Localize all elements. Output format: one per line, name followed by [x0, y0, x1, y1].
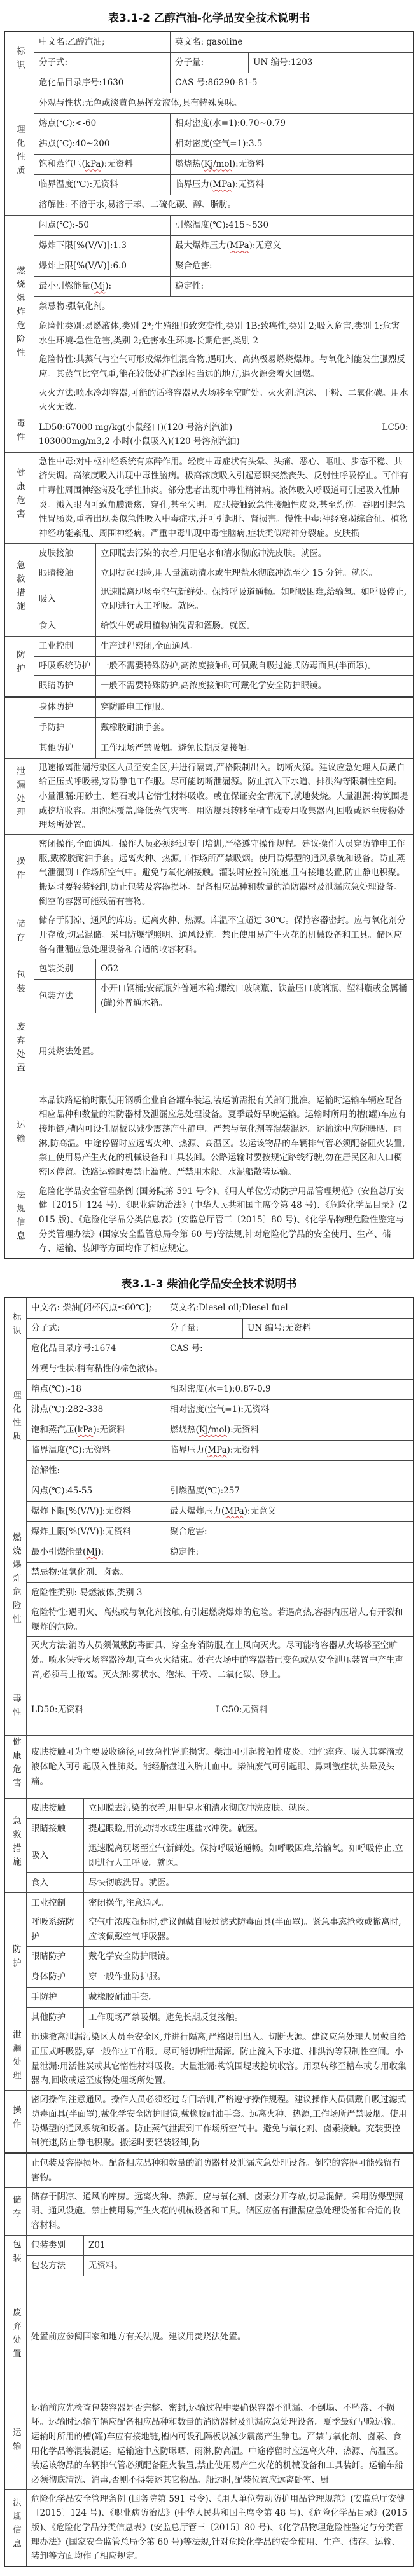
field-melting-point: 熔点(℃):<-60 — [34, 114, 170, 134]
table-row — [4, 1380, 413, 1400]
field-stability: 稳定性: — [165, 1542, 414, 1563]
table-row — [4, 616, 413, 636]
section-label-physical-properties: 理化性质 — [4, 1359, 26, 1481]
subfield-inhalation: 吸入 — [26, 1839, 83, 1873]
field-health-hazard: 皮肤接触可为主要吸收途径,可致急性肾脏损害。柴油可引起接触性皮炎、油性痤疮。吸入其雾滴或液体呛入可引起吸入性肺炎。能经胎盘进入胎儿血中。柴油废气可引起眼、鼻刺激症状,头晕及头痛。 — [26, 1736, 413, 1799]
table-row-page-break — [4, 696, 413, 717]
field-operation: 密闭操作,全面通风。操作人员必须经过专门培训,严格遵守操作规程。建议操作人员穿防静电工作服,戴橡胶耐油手套。远离火种、热源,工作场所严禁吸烟。使用防爆型的通风系统和设备。防止蒸气泄漏到工作场所空气中。避免与氧化剂接触。灌装时应控制流速,且有接地装置,防止静电积聚。搬运时要轻装轻卸,防止包装及容器损坏。配备相应品种和数量的消防器材及泄漏应急处理设备。倒空的容器可能残留有害物。 — [34, 834, 413, 911]
field-explosion-upper-limit: 爆炸上限[%(V/V)]:无资料 — [26, 1522, 165, 1542]
subfield-packaging-method: 包装方法 — [26, 2255, 83, 2276]
table-row — [4, 216, 413, 236]
section-label-identification: 标识 — [4, 1298, 26, 1359]
table-row — [4, 1987, 413, 2007]
table-row — [4, 1799, 413, 1819]
lc50-label: LC50: — [382, 422, 408, 433]
section-label-identification: 标识 — [4, 32, 34, 93]
subfield-packaging-category: 包装类别 — [34, 959, 95, 980]
field-chinese-name: 中文名:乙醇汽油; — [34, 32, 170, 53]
table-row — [4, 384, 413, 417]
table-row — [4, 980, 413, 1013]
field-skin-contact-measure: 立即脱去污染的衣着,用肥皂水和清水彻底冲洗皮肤。就医。 — [83, 1799, 413, 1819]
field-body-protection: 穿防静电工作服。 — [95, 696, 413, 717]
table-row — [4, 297, 413, 317]
subfield-ingestion: 食入 — [26, 1873, 83, 1893]
table-row — [4, 1091, 413, 1182]
subfield-eye-contact: 眼睛接触 — [26, 1819, 83, 1839]
table-row — [4, 1339, 413, 1359]
table-row — [4, 1441, 413, 1461]
section-label-protection-continued — [4, 696, 34, 758]
section-label-packaging: 包装 — [4, 2235, 26, 2276]
table-row — [4, 1603, 413, 1637]
table-row — [4, 1400, 413, 1420]
field-min-ignition-energy: 最小引燃能量(Mj): — [34, 277, 170, 297]
table-row — [4, 1967, 413, 1987]
table-row — [4, 1893, 413, 1913]
field-english-name: 英文名:Diesel oil;Diesel fuel — [165, 1298, 414, 1319]
table-row — [4, 1013, 413, 1091]
field-relative-density-water: 相对密度(水=1):0.70~0.79 — [171, 114, 414, 134]
field-fire-fighting-method: 灭火方法:消防人员须佩戴防毒面具、穿全身消防服,在上风向灭火。尽可能将容器从火场移至空旷处。喷水保持火场容器冷却,直至灭火结束。处在火场中的容器若已变色或从安全泄压装置中产生声音,必须马上撤离。灭火剂:雾状水、泡沫、干粉、二氧化碳、砂土。 — [26, 1637, 413, 1684]
field-skin-contact-measure: 立即脱去污染的衣着,用肥皂水和清水彻底冲洗皮肤。就医。 — [95, 543, 413, 564]
field-industrial-control: 密闭操作,注意通风。 — [83, 1893, 413, 1913]
table-row — [4, 1298, 413, 1319]
table-row — [4, 1873, 413, 1893]
section-label-storage: 储存 — [4, 911, 34, 959]
field-vapor-pressure: 饱和蒸汽压(kPa):无资料 — [26, 1420, 165, 1441]
table-row — [4, 1461, 413, 1481]
subfield-packaging-category: 包装类别 — [26, 2235, 83, 2255]
section-label-regulatory-info: 法规信息 — [4, 2489, 26, 2566]
section-label-leak-handling: 泄漏处理 — [4, 758, 34, 834]
field-other-protection: 工作现场严禁吸烟。避免长期反复接触。 — [95, 738, 413, 758]
ld50-value: LD50:67000 mg/kg(小鼠经口)(120 号溶剂汽油) — [38, 422, 233, 433]
field-english-name: 英文名: gasoline — [171, 32, 414, 53]
section-label-operation: 操作 — [4, 2091, 26, 2154]
field-regulatory-info: 危险化学品安全管理条例 (国务院第 591 号令)、《用人单位劳动防护用品管理规范》(安监总厅安健〔2015〕124 号)、《职业病防治法》(中华人民共和国主席令第 48 号)、《危险化学品目录》(2015 版)、《危险化学品分类信息表》(安监总厅管三〔2015〕80 号)、《化学品物理危险性鉴定与分类管理办法》(国家安全监管总局令第 60 号)等法规,针对危险化学品的安全使用、生产、储存、运输、装卸等方面均作了相应规定。 — [34, 1182, 413, 1259]
table-row — [4, 758, 413, 834]
table-row-page-break — [4, 2154, 413, 2187]
table-row — [4, 1481, 413, 1502]
field-respiratory-protection: 一般不需要特殊防护,高浓度接触时可佩戴自吸过滤式防毒面具(半面罩)。 — [95, 656, 413, 675]
field-solubility: 溶解性: — [26, 1461, 413, 1481]
section-label-regulatory-info: 法规信息 — [4, 1182, 34, 1259]
lc50-value: 103000mg/m3,2 小时(小鼠吸入)(120 号溶剂汽油) — [38, 436, 240, 447]
field-catalog-number: 危化品目录序号:1630 — [34, 73, 170, 93]
unit-token: Kj/mol — [199, 1425, 227, 1436]
section-label-health-hazard: 健康危害 — [4, 452, 34, 543]
section-label-waste-disposal: 废弃处置 — [4, 1013, 34, 1091]
section-label-packaging: 包装 — [4, 959, 34, 1013]
table-row — [4, 1319, 413, 1339]
subfield-respiratory-protection: 呼吸系统防护 — [34, 656, 95, 675]
field-molecular-weight: 分子量: — [171, 53, 249, 73]
subfield-eye-protection: 眼睛防护 — [26, 1946, 83, 1967]
unit-token: Mj — [86, 1547, 98, 1558]
field-hazard-characteristics: 危险特性:遇明火、高热或与氧化剂接触,有引起燃烧爆炸的危险。若遇高热,容器内压增大,有开裂和爆炸的危险。 — [26, 1603, 413, 1637]
section-label-health-hazard: 健康危害 — [4, 1736, 26, 1799]
field-operation-part-2: 止包装及容器损坏。配备相应品种和数量的消防器材及泄漏应急处理设备。倒空的容器可能残留有害物。 — [26, 2154, 413, 2187]
field-explosion-lower-limit: 爆炸下限[%(V/V)]:无资料 — [26, 1502, 165, 1522]
field-other-protection: 工作现场严禁吸烟。避免长期反复接触。 — [83, 2007, 413, 2028]
field-transport: 运输前应先检查包装容器是否完整、密封,运输过程中要确保容器不泄漏、不倒塌、不坠落、不损坏。运输时运输车辆应配备相应品种和数量的消防器材及泄漏应急处理设备。夏季最好早晚运输。运输时所用的槽(罐)车应有接地链,槽内可设孔隔板以减少震荡产生静电。严禁与氧化剂、卤素、食用化学品等混装混运。运输途中应防曝晒、雨淋,防高温。中途停留时应远离火种、热源、高温区。装运该物品的车辆排气管必须配备阻火装置,禁止使用易产生火花的机械设备和工具装卸。运输车船必须彻底清洗、消毒,否则不得装运其它物品。船运时,配装位置应远离卧室、厨 — [26, 2399, 413, 2489]
section-label-toxicity: 毒性 — [4, 417, 34, 453]
field-appearance: 外观与性状:稍有粘性的棕色液体。 — [26, 1359, 413, 1380]
field-melting-point: 熔点(℃):-18 — [26, 1380, 165, 1400]
table-row — [4, 959, 413, 980]
unit-token: MPa — [207, 1445, 227, 1456]
field-health-hazard: 急性中毒:对中枢神经系统有麻醉作用。轻度中毒症状有头晕、头痛、恶心、呕吐、步态不稳、共济失调。高浓度吸入出现中毒性脑病。极高浓度吸入引起意识突然丧失、反射性呼吸停止。可伴有中毒性周围神经病及化学性肺炎。部分患者出现中毒性精神病。液体吸入呼吸道可引起吸入性肺炎。溅入眼内可致角膜溃疡、穿孔,甚至失明。皮肤接触致急性接触性皮炎,甚至灼伤。吞咽引起急性胃肠炎,重者出现类似急性吸入中毒症状,并可引起肝、肾损害。慢性中毒:神经衰弱综合征、植物神经功能紊乱、周围神经病。严重中毒出现中毒性脑病,症状类似精神分裂症。皮肤损 — [34, 452, 413, 543]
table-row — [4, 1502, 413, 1522]
field-max-explosion-pressure: 最大爆炸压力(MPa):无意义 — [171, 236, 414, 256]
field-waste-disposal: 用焚烧法处置。 — [34, 1013, 413, 1091]
field-cas-number: CAS 号:86290-81-5 — [171, 73, 414, 93]
table-row — [4, 134, 413, 155]
field-hand-protection: 戴橡胶耐油手套。 — [95, 717, 413, 738]
unit-token: Mj — [94, 281, 106, 292]
field-ingestion-measure: 给饮牛奶或用植物油洗胃和灌肠。就医。 — [95, 616, 413, 636]
table-row — [4, 73, 413, 93]
table-row — [4, 195, 413, 216]
field-boiling-point: 沸点(℃):282-338 — [26, 1400, 165, 1420]
field-critical-pressure: 临界压力(MPa):无资料 — [171, 175, 414, 195]
table-row — [4, 911, 413, 959]
section-label-physical-properties: 理化性质 — [4, 93, 34, 216]
field-catalog-number: 危化品目录序号:1674 — [26, 1339, 165, 1359]
field-polymerization-hazard: 聚合危害: — [171, 256, 414, 277]
msds-table-diesel — [4, 1297, 414, 2567]
field-critical-temperature: 临界温度(℃):无资料 — [26, 1441, 165, 1461]
table-row — [4, 452, 413, 543]
field-storage: 储存于阴凉、通风的库房。远离火种、热源。应与氧化剂、卤素分开存放,切忌混储。采用防爆型照明、通风设施。禁止使用易产生火花的机械设备和工具。储区应备有泄漏应急处理设备和合适的收容材料。 — [26, 2187, 413, 2235]
field-incompatibilities: 禁忌物:强氧化剂、卤素。 — [26, 1563, 413, 1583]
subfield-packaging-method: 包装方法 — [34, 980, 95, 1013]
field-ingestion-measure: 尽快彻底洗胃。就医。 — [83, 1873, 413, 1893]
field-critical-pressure: 临界压力(MPa):无资料 — [165, 1441, 414, 1461]
ld50-value: LD50:无资料 — [31, 1705, 83, 1715]
table-row — [4, 1359, 413, 1380]
field-molecular-weight: 分子量: — [165, 1319, 243, 1339]
subfield-eye-contact: 眼睛接触 — [34, 564, 95, 583]
table-row — [4, 583, 413, 616]
field-storage: 储存于阴凉、通风的库房。远离火种、热源。库温不宜超过 30℃。保持容器密封。应与氧化剂分开存放,切忌混储。采用防爆型照明、通风设施。禁止使用易产生火花的机械设备和工具。储区应备有泄漏应急处理设备和合适的收容材料。 — [34, 911, 413, 959]
table-row — [4, 114, 413, 134]
field-un-number: UN 编号:1203 — [249, 53, 414, 73]
field-industrial-control: 生产过程密闭,全面通风。 — [95, 636, 413, 656]
table-row — [4, 1637, 413, 1684]
field-packaging-method: 无资料。 — [83, 2255, 413, 2276]
table-row — [4, 2091, 413, 2154]
subfield-hand-protection: 手防护 — [34, 717, 95, 738]
field-explosion-lower-limit: 爆炸下限[%(V/V)]:1.3 — [34, 236, 170, 256]
table-row — [4, 2276, 413, 2399]
subfield-other-protection: 其他防护 — [34, 738, 95, 758]
table-row — [4, 1420, 413, 1441]
table-row — [4, 1913, 413, 1946]
field-inhalation-measure: 迅速脱离现场至空气新鲜处。保持呼吸道通畅。如呼吸困难,给输氧。如呼吸停止,立即进行人工呼吸。就医。 — [95, 583, 413, 616]
field-un-number: UN 编号:无资料 — [243, 1319, 414, 1339]
ld50-lc50-line — [31, 1703, 408, 1717]
section-label-toxicity: 毒性 — [4, 1684, 26, 1736]
section-label-protection: 防护 — [4, 636, 34, 696]
field-min-ignition-energy: 最小引燃能量(Mj): — [26, 1542, 165, 1563]
table-row — [4, 834, 413, 911]
subfield-eye-protection: 眼睛防护 — [34, 675, 95, 696]
ld50-line — [39, 420, 408, 435]
field-respiratory-protection: 空气中浓度超标时,建议佩戴自吸过滤式防毒面具(半面罩)。紧急事态抢救或撤离时,应该佩戴空气呼吸器。 — [83, 1913, 413, 1946]
field-hazard-class: 危险性类别: 易燃液体,类别 3 — [26, 1583, 413, 1603]
table-row — [4, 417, 413, 453]
table-row — [4, 277, 413, 297]
table-row — [4, 717, 413, 738]
unit-token: kPa — [77, 1425, 94, 1436]
table-row — [4, 636, 413, 656]
subfield-skin-contact: 皮肤接触 — [34, 543, 95, 564]
field-ignition-temperature: 引燃温度(℃):415~530 — [171, 216, 414, 236]
table-row — [4, 53, 413, 73]
field-relative-density-air: 相对密度(空气=1):无资料 — [165, 1400, 414, 1420]
field-hazard-characteristics: 危险特性:其蒸气与空气可形成爆炸性混合物,遇明火、高热极易燃烧爆炸。与氧化剂能发生强烈反应。其蒸气比空气重,能在较低处扩散到相当远的地方,遇火源会着火回燃。 — [34, 350, 413, 384]
table-row — [4, 1684, 413, 1736]
field-flash-point: 闪点(℃):45-55 — [26, 1481, 165, 1502]
subfield-body-protection: 身体防护 — [26, 1967, 83, 1987]
unit-token: MPa — [225, 1506, 244, 1517]
field-stability: 稳定性: — [171, 277, 414, 297]
field-packaging-method: 小开口钢桶;安瓿瓶外普通木箱;螺纹口玻璃瓶、铁盖压口玻璃瓶、塑料瓶或金属桶(罐)外普通木箱。 — [95, 980, 413, 1013]
table-row — [4, 93, 413, 114]
section-label-storage: 储存 — [4, 2187, 26, 2235]
table-row — [4, 2028, 413, 2091]
field-transport: 本品铁路运输时限使用钢质企业自备罐车装运,装运前需报有关部门批准。运输时运输车辆应配备相应品种和数量的消防器材及泄漏应急处理设备。夏季最好早晚运输。运输时所用的槽(罐)车应有接地链,槽内可设孔隔板以减少震荡产生静电。严禁与氧化剂等混装混运。运输途中应防曝晒、雨淋,防高温。中途停留时应远离火种、热源、高温区。装运该物品的车辆排气管必须配备阻火装置,禁止使用易产生火花的机械设备和工具装卸。公路运输时要按规定路线行驶,勿在居民区和人口稠密区停留。铁路运输时要禁止溜放。严禁用木船、水泥船散装运输。 — [34, 1091, 413, 1182]
field-combustion-heat: 燃烧热(Kj/mol):无资料 — [171, 155, 414, 175]
field-appearance: 外观与性状:无色或淡黄色易挥发液体,具有特殊臭味。 — [34, 93, 413, 114]
table-row — [4, 1542, 413, 1563]
table-row — [4, 2399, 413, 2489]
field-fire-fighting-method: 灭火方法:喷水冷却容器,可能的话将容器从火场移至空旷处。灭火剂:泡沫、干粉、二氧化碳。用水灭火无效。 — [34, 384, 413, 417]
table-row — [4, 564, 413, 583]
field-combustion-heat: 燃烧热(Kj/mol):无资料 — [165, 1420, 414, 1441]
toxicity-cell — [34, 417, 413, 453]
section-label-operation: 操作 — [4, 834, 34, 911]
field-leak-handling: 迅速撤离泄漏污染区人员至安全区,并进行隔离,严格限制出入。切断火源。建议应急处理人员戴自给正压式呼吸器,穿一般作业工作服。尽可能切断泄漏源。防止流入下水道、排洪沟等限制性空间。小量泄漏:用活性炭或其它惰性材料吸收。大量泄漏:构筑围堤或挖坑收容。用泵转移至槽车或专用收集器内,回收或运至废物处理场所处置。 — [26, 2028, 413, 2091]
table-row — [4, 236, 413, 256]
subfield-ingestion: 食入 — [34, 616, 95, 636]
subfield-inhalation: 吸入 — [34, 583, 95, 616]
field-flash-point: 闪点(℃):-50 — [34, 216, 170, 236]
field-inhalation-measure: 迅速脱离现场至空气新鲜处。保持呼吸道通畅。如呼吸困难,给输氧。如呼吸停止,立即进行人工呼吸。就医。 — [83, 1839, 413, 1873]
field-explosion-upper-limit: 爆炸上限[%(V/V)]:6.0 — [34, 256, 170, 277]
subfield-hand-protection: 手防护 — [26, 1987, 83, 2007]
field-eye-protection: 一般不需要特殊防护,高浓度接触时可戴化学安全防护眼镜。 — [95, 675, 413, 696]
field-regulatory-info: 危险化学品安全管理条例 (国务院第 591 号令)、《用人单位劳动防护用品管理规范》(安监总厅安健〔2015〕124 号)、《职业病防治法》(中华人民共和国主席令第 48 号)、《危险化学品目录》(2015 版)、《危险化学品分类信息表》(安监总厅管三〔2015〕80 号)、《化学品物理危险性鉴定与分类管理办法》(国家安全监管总局令第 60 号)等法规,针对危险化学品的安全使用、生产、储存、运输、装卸等方面均作了相应规定。 — [26, 2489, 413, 2566]
table-row — [4, 2235, 413, 2255]
section-label-operation-continued — [4, 2154, 26, 2187]
table-row — [4, 1583, 413, 1603]
field-cas-number: CAS 号: — [165, 1339, 414, 1359]
table-row — [4, 543, 413, 564]
field-leak-handling: 迅速撤离泄漏污染区人员至安全区,并进行隔离,严格限制出入。切断火源。建议应急处理人员戴自给正压式呼吸器,穿防静电工作服。尽可能切断泄漏源。防止流入下水道、排洪沟等限制性空间。小量泄漏:用砂土、蛭石或其它惰性材料吸收。或在保证安全情况下,就地焚烧。大量泄漏:构筑围堤或挖坑收容。用泡沫覆盖,降低蒸气灾害。用防爆泵转移至槽车或专用收集器内,回收或运至废物处理场所处置。 — [34, 758, 413, 834]
msds-table-ethanol-gasoline — [4, 31, 414, 1259]
field-hazard-class: 危险性类别:易燃液体,类别 2*;生殖细胞致突变性,类别 1B;致癌性,类别 2;吸入危害,类别 1;危害水生环境-急性危害,类别 2;危害水生环境-长期危害,类别 2 — [34, 317, 413, 350]
unit-token: MPa — [230, 240, 249, 251]
section-label-first-aid: 急救措施 — [4, 543, 34, 636]
field-incompatibilities: 禁忌物:强氧化剂。 — [34, 297, 413, 317]
field-hand-protection: 戴橡胶耐油手套。 — [83, 1987, 413, 2007]
table-row — [4, 675, 413, 696]
field-chinese-name: 中文名: 柴油[闭杯闪点≤60℃]; — [26, 1298, 165, 1319]
subfield-respiratory-protection: 呼吸系统防护 — [26, 1913, 83, 1946]
section-label-protection: 防护 — [4, 1893, 26, 2028]
subfield-industrial-control: 工业控制 — [34, 636, 95, 656]
field-vapor-pressure: 饱和蒸汽压(kPa):无资料 — [34, 155, 170, 175]
table-row — [4, 1563, 413, 1583]
section-label-transport: 运输 — [4, 2399, 26, 2489]
unit-token: kPa — [85, 159, 101, 170]
table-2-title: 表3.1-3 柴油化学品安全技术说明书 — [121, 1277, 297, 1291]
subfield-body-protection: 身体防护 — [34, 696, 95, 717]
table-row — [4, 32, 413, 53]
table-row — [4, 1736, 413, 1799]
table-row — [4, 1839, 413, 1873]
field-eye-contact-measure: 立即提起眼睑,用大量流动清水或生理盐水彻底冲洗至少 15 分钟。就医。 — [95, 564, 413, 583]
section-label-fire-explosion-hazard: 燃烧爆炸危险性 — [4, 1481, 26, 1684]
table-row — [4, 256, 413, 277]
table-row — [4, 1819, 413, 1839]
table-row — [4, 738, 413, 758]
field-body-protection: 穿一般作业防护服。 — [83, 1967, 413, 1987]
section-label-transport: 运输 — [4, 1091, 34, 1182]
subfield-other-protection: 其他防护 — [26, 2007, 83, 2028]
section-label-first-aid: 急救措施 — [4, 1799, 26, 1893]
table-row — [4, 656, 413, 675]
table-row — [4, 2187, 413, 2235]
field-max-explosion-pressure: 最大爆炸压力(MPa):无意义 — [165, 1502, 414, 1522]
section-label-leak-handling: 泄漏处理 — [4, 2028, 26, 2091]
section-label-fire-explosion-hazard: 燃烧爆炸危险性 — [4, 216, 34, 417]
toxicity-cell — [26, 1684, 413, 1736]
field-packaging-category: Z01 — [83, 2235, 413, 2255]
table-row — [4, 1946, 413, 1967]
table-row — [4, 2007, 413, 2028]
table-row — [4, 1522, 413, 1542]
field-waste-disposal: 处置前应参阅国家和地方有关法规。建议用焚烧法处置。 — [26, 2276, 413, 2399]
field-operation-part-1: 密闭操作,注意通风。操作人员必须经过专门培训,严格遵守操作规程。建议操作人员佩戴自吸过滤式防毒面具(半面罩),戴化学安全防护眼镜,戴橡胶耐油手套。远离火种、热源,工作场所严禁吸烟。使用防爆型的通风系统和设备。防止蒸气泄漏到工作场所空气中。避免与氧化剂、卤素接触。充装要控制流速,防止静电积聚。搬运时要轻装轻卸,防 — [26, 2091, 413, 2154]
table-row — [4, 2255, 413, 2276]
field-solubility: 溶解性: 不溶于水,易溶于苯、二硫化碳、醇、脂肪。 — [34, 195, 413, 216]
table-row — [4, 155, 413, 175]
unit-token: Kj/mol — [204, 159, 232, 170]
subfield-skin-contact: 皮肤接触 — [26, 1799, 83, 1819]
lc50-value: LC50:无资料 — [216, 1705, 268, 1715]
field-critical-temperature: 临界温度(℃):无资料 — [34, 175, 170, 195]
field-relative-density-water: 相对密度(水=1):0.87-0.9 — [165, 1380, 414, 1400]
table-row — [4, 175, 413, 195]
subfield-industrial-control: 工业控制 — [26, 1893, 83, 1913]
field-relative-density-air: 相对密度(空气=1):3.5 — [171, 134, 414, 155]
field-molecular-formula: 分子式: — [26, 1319, 165, 1339]
unit-token: MPa — [212, 179, 232, 190]
table-row — [4, 2489, 413, 2566]
table-1-title: 表3.1-2 乙醇汽油-化学品安全技术说明书 — [108, 12, 310, 25]
field-molecular-formula: 分子式: — [34, 53, 170, 73]
section-label-waste-disposal: 废弃处置 — [4, 2276, 26, 2399]
table-row — [4, 317, 413, 350]
field-eye-protection: 戴化学安全防护眼镜。 — [83, 1946, 413, 1967]
table-row — [4, 1182, 413, 1259]
field-ignition-temperature: 引燃温度(℃):257 — [165, 1481, 414, 1502]
field-boiling-point: 沸点(℃):40~200 — [34, 134, 170, 155]
field-packaging-category: O52 — [95, 959, 413, 980]
table-row — [4, 350, 413, 384]
field-polymerization-hazard: 聚合危害: — [165, 1522, 414, 1542]
field-eye-contact-measure: 提起眼睑,用流动清水或生理盐水冲洗。就医。 — [83, 1819, 413, 1839]
